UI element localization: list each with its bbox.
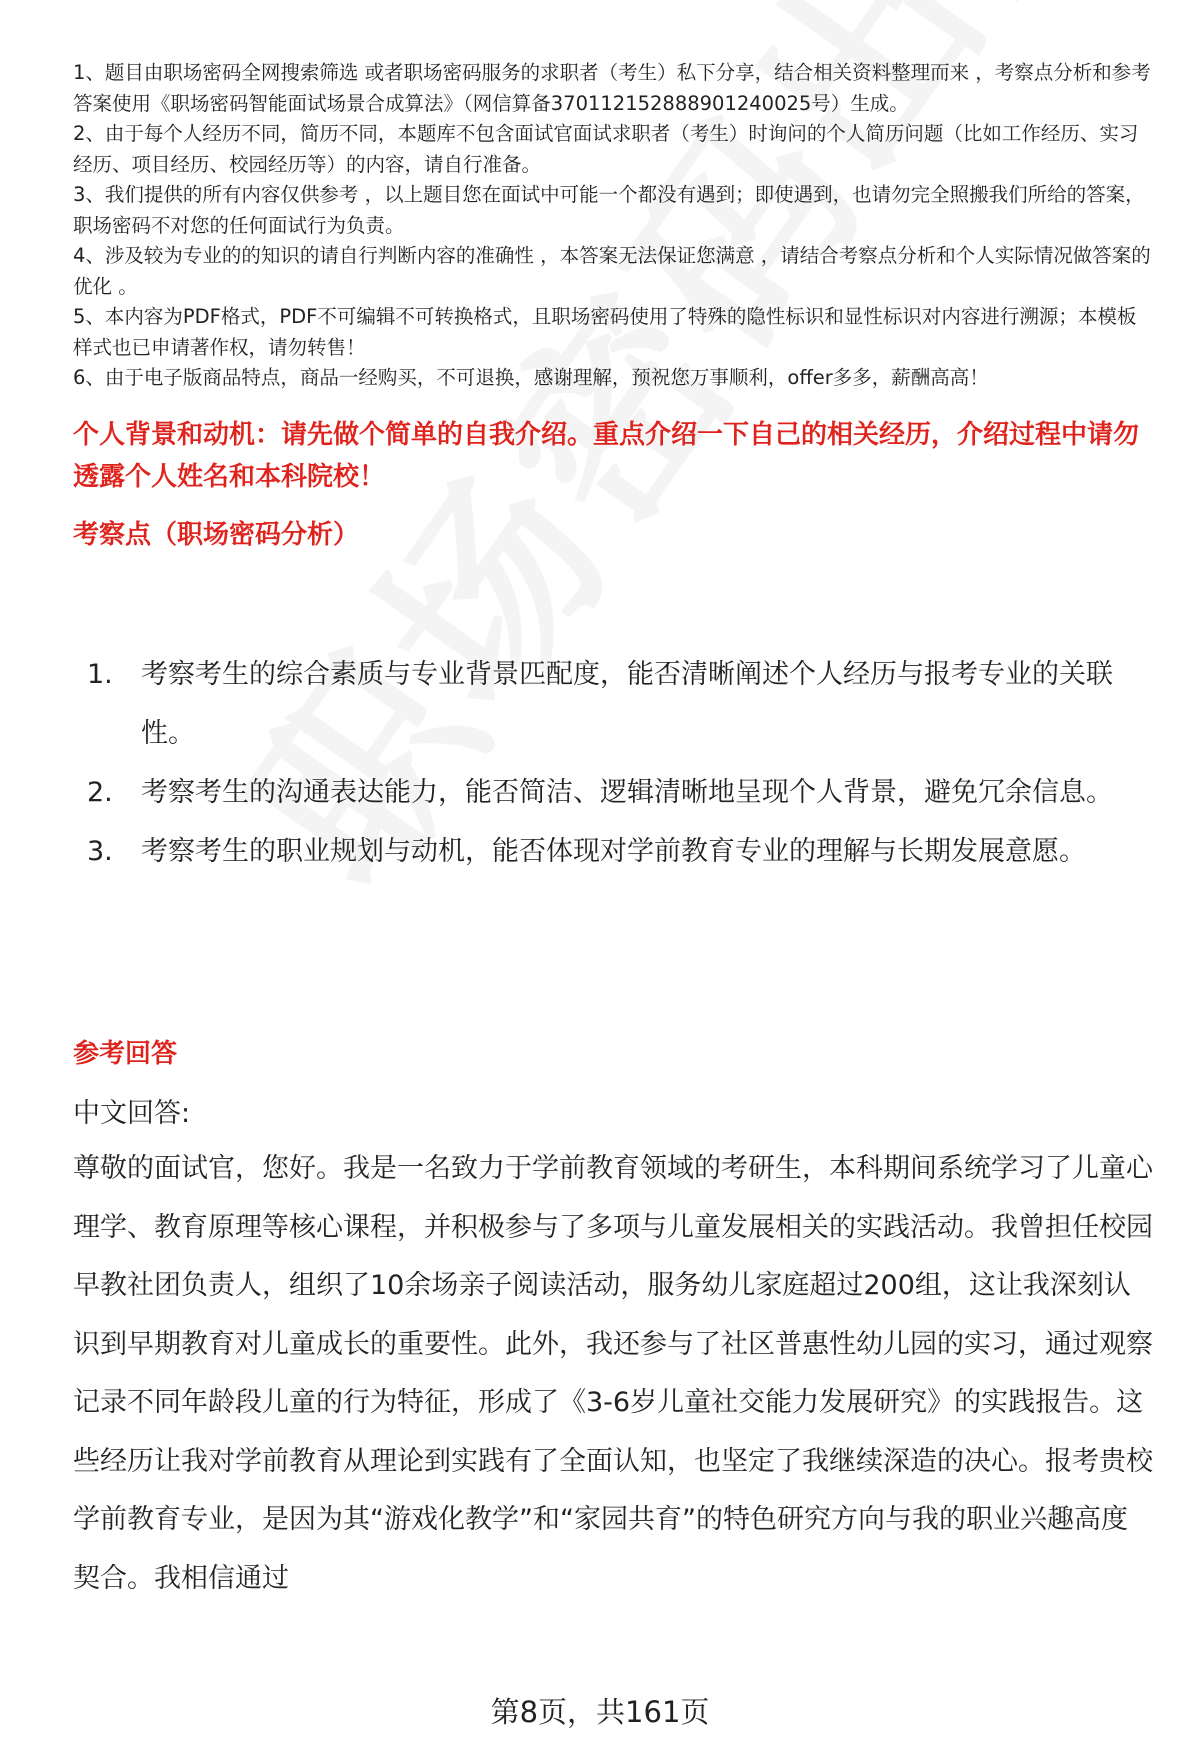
analysis-heading: 考察点（职场密码分析） xyxy=(73,520,360,550)
note-item: 1、题目由职场密码全网搜索筛选 或者职场密码服务的求职者（考生）私下分享，结合相关资料整理而来 ，考察点分析和参考答案使用《职场密码智能面试场景合成算法》（网信算备370112152888901240025号）生成。 xyxy=(73,61,1151,115)
note-item: 3、我们提供的所有内容仅供参考 ，以上题目您在面试中可能一个都没有遇到；即使遇到，也请勿完全照搬我们所给的答案，职场密码不对您的任何面试行为负责。 xyxy=(73,183,1145,237)
list-item xyxy=(73,822,1153,881)
list-item-text: 考察考生的职业规划与动机，能否体现对学前教育专业的理解与长期发展意愿。 xyxy=(141,836,1086,867)
note-item: 5、本内容为PDF格式，PDF不可编辑不可转换格式，且职场密码使用了特殊的隐性标识和显性标识对内容进行溯源；本模板样式也已申请著作权，请勿转售！ xyxy=(73,305,1137,359)
list-item-number: 3. xyxy=(87,836,113,867)
question-heading: 个人背景和动机：请先做个简单的自我介绍。重点介绍一下自己的相关经历，介绍过程中请勿透露个人姓名和本科院校！ xyxy=(73,420,1140,492)
list-item xyxy=(73,645,1153,763)
disclaimer-notes xyxy=(73,58,1153,394)
answer-language-label: 中文回答: xyxy=(73,1098,191,1129)
page-number: 第8页，共161页 xyxy=(490,1695,710,1729)
list-item-number: 1. xyxy=(87,659,113,690)
note-item: 6、由于电子版商品特点，商品一经购买，不可退换，感谢理解，预祝您万事顺利，offer多多，薪酬高高！ xyxy=(73,366,989,389)
analysis-points-list xyxy=(73,645,1153,881)
list-item-number: 2. xyxy=(87,777,113,808)
answer-heading: 参考回答 xyxy=(73,1039,178,1069)
note-item: 4、涉及较为专业的的知识的请自行判断内容的准确性 ，本答案无法保证您满意 ，请结合考察点分析和个人实际情况做答案的优化 。 xyxy=(73,244,1151,298)
list-item xyxy=(73,763,1153,822)
answer-body: 尊敬的面试官，您好。我是一名致力于学前教育领域的考研生，本科期间系统学习了儿童心理学、教育原理等核心课程，并积极参与了多项与儿童发展相关的实践活动。我曾担任校园早教社团负责人，组织了10余场亲子阅读活动，服务幼儿家庭超过200组，这让我深刻认识到早期教育对儿童成长的重要性。此外，我还参与了社区普惠性幼儿园的实习，通过观察记录不同年龄段儿童的行为特征，形成了《3-6岁儿童社交能力发展研究》的实践报告。这些经历让我对学前教育从理论到实践有了全面认知，也坚定了我继续深造的决心。报考贵校学前教育专业，是因为其“游戏化教学”和“家园共育”的特色研究方向与我的职业兴趣高度契合。我相信通过 xyxy=(73,1153,1153,1594)
list-item-text: 考察考生的综合素质与专业背景匹配度，能否清晰阐述个人经历与报考专业的关联性。 xyxy=(141,659,1113,749)
note-item: 2、由于每个人经历不同，简历不同，本题库不包含面试官面试求职者（考生）时询问的个人简历问题（比如工作经历、实习经历、项目经历、校园经历等）的内容，请自行准备。 xyxy=(73,122,1139,176)
list-item-text: 考察考生的沟通表达能力，能否简洁、逻辑清晰地呈现个人背景，避免冗余信息。 xyxy=(141,777,1113,808)
